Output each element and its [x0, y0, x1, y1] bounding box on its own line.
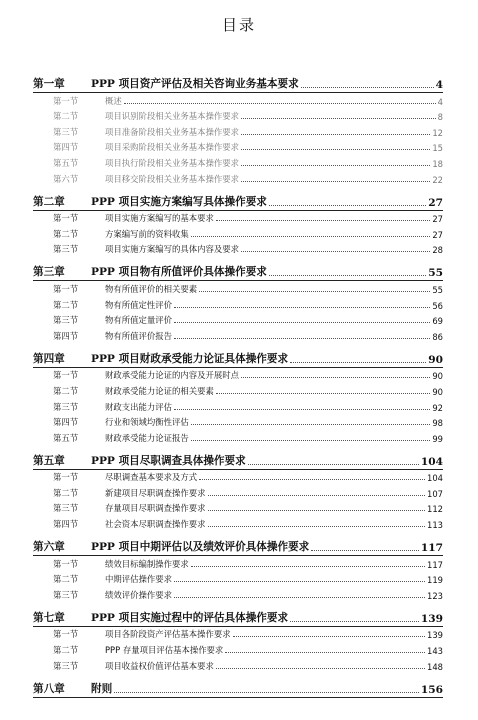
section-number: 第一节: [53, 558, 79, 569]
toc-section-row[interactable]: [33, 381, 443, 397]
section-title: 财政承受能力论证报告: [105, 432, 189, 443]
dot-leader: [241, 165, 430, 166]
section-page-number: 55: [432, 284, 443, 295]
page-title: 目录: [221, 16, 256, 34]
toc-section-row[interactable]: [33, 585, 443, 601]
section-number: 第四节: [53, 519, 79, 530]
section-title: 物有所值定量评价: [105, 315, 172, 326]
section-number: 第三节: [53, 401, 79, 412]
section-title: 项目移交阶段相关业务基本操作要求: [105, 173, 239, 184]
chapter-title: PPP 项目实施方案编写具体操作要求: [91, 195, 267, 208]
dot-leader: [191, 424, 431, 425]
section-page-number: 98: [432, 418, 443, 429]
dot-leader: [241, 181, 430, 182]
section-number: 第二节: [53, 574, 79, 585]
dot-leader: [191, 440, 431, 441]
dot-leader: [199, 291, 430, 292]
chapter-number: 第五章: [33, 454, 65, 467]
section-title: 财政承受能力论证的相关要素: [105, 385, 214, 396]
toc-section-row[interactable]: [33, 107, 443, 123]
section-number: 第三节: [53, 244, 79, 255]
section-number: 第一节: [53, 283, 79, 294]
section-number: 第一节: [53, 472, 79, 483]
toc-section-row[interactable]: [33, 413, 443, 429]
dot-leader: [191, 566, 425, 567]
toc-section-row[interactable]: [33, 153, 443, 169]
toc-section-row[interactable]: [33, 656, 443, 672]
chapter-page-number: 156: [420, 683, 443, 696]
section-title: 财政承受能力论证的内容及开展时点: [105, 370, 239, 381]
section-page-number: 148: [427, 661, 443, 672]
section-number: 第一节: [53, 213, 79, 224]
section-page-number: 90: [432, 371, 443, 382]
toc-chapter-row[interactable]: [33, 262, 443, 279]
section-title: 行业和领域均衡性评估: [105, 417, 189, 428]
section-number: 第三节: [53, 589, 79, 600]
chapter-number: 第三章: [33, 266, 65, 279]
section-title: 方案编写前的资料收集: [105, 228, 189, 239]
dot-leader: [290, 621, 419, 622]
chapter-title: PPP 项目资产评估及相关咨询业务基本要求: [91, 78, 299, 90]
toc-section-row[interactable]: [33, 640, 443, 656]
section-number: 第二节: [53, 385, 79, 396]
toc-section-row[interactable]: [33, 311, 443, 327]
section-page-number: 90: [432, 386, 443, 397]
dot-leader: [208, 510, 426, 511]
section-page-number: 119: [427, 575, 443, 586]
dot-leader: [301, 87, 434, 88]
chapter-title: 附则: [91, 682, 113, 695]
toc-section-row[interactable]: [33, 240, 443, 256]
section-title: 财政支出能力评估: [105, 401, 172, 412]
section-title: 项目收益权价值评估基本要求: [105, 660, 214, 671]
section-page-number: 112: [427, 504, 443, 515]
dot-leader: [241, 118, 436, 119]
section-title: 概述: [105, 95, 122, 106]
chapter-number: 第二章: [33, 195, 65, 208]
dot-leader: [199, 479, 425, 480]
chapter-page-number: 139: [420, 612, 443, 625]
section-title: 物有所值评价的相关要素: [105, 283, 198, 294]
section-page-number: 92: [432, 402, 443, 413]
section-title: 物有所值定性评价: [105, 299, 172, 310]
dot-leader: [241, 149, 430, 150]
dot-leader: [241, 134, 430, 135]
toc-section-row[interactable]: [33, 570, 443, 586]
section-title: 项目执行阶段相关业务基本操作要求: [105, 157, 239, 168]
section-page-number: 28: [432, 245, 443, 256]
chapter-number: 第六章: [33, 541, 65, 554]
section-page-number: 56: [432, 300, 443, 311]
toc-section-row[interactable]: [33, 468, 443, 484]
chapter-title: PPP 项目财政承受能力论证具体操作要求: [91, 352, 289, 365]
toc-section-row[interactable]: [33, 169, 443, 185]
section-number: 第二节: [53, 487, 79, 498]
dot-leader: [114, 692, 419, 693]
section-number: 第三节: [53, 315, 79, 326]
dot-leader: [233, 636, 425, 637]
toc-section-row[interactable]: [33, 397, 443, 413]
dot-leader: [241, 377, 430, 378]
dot-leader: [248, 464, 419, 465]
section-number: 第三节: [53, 660, 79, 671]
section-number: 第三节: [53, 126, 79, 137]
section-number: 第二节: [53, 228, 79, 239]
section-title: 项目采购阶段相关业务基本操作要求: [105, 142, 239, 153]
section-title: 存量项目尽职调查操作要求: [105, 503, 206, 514]
section-number: 第四节: [53, 330, 79, 341]
toc-section-row[interactable]: [33, 326, 443, 342]
dot-leader: [124, 103, 436, 104]
section-page-number: 8: [437, 112, 443, 123]
dot-leader: [174, 338, 430, 339]
section-title: PPP 存量项目评估基本操作要求: [105, 645, 224, 656]
toc-chapter-row[interactable]: [33, 608, 443, 625]
section-page-number: 143: [427, 646, 443, 657]
section-page-number: 113: [427, 520, 443, 531]
chapter-page-number: 90: [428, 353, 443, 366]
chapter-title: PPP 项目物有所值评价具体操作要求: [91, 266, 267, 279]
section-title: 物有所值评价报告: [105, 330, 172, 341]
dot-leader: [216, 393, 430, 394]
chapter-title: PPP 项目中期评估以及绩效评价具体操作要求: [91, 541, 310, 554]
section-title: 项目准备阶段相关业务基本操作要求: [105, 126, 239, 137]
section-title: 中期评估操作要求: [105, 574, 172, 585]
section-title: 新建项目尽职调查操作要求: [105, 487, 206, 498]
section-title: 项目实施方案编写的具体内容及要求: [105, 244, 239, 255]
toc-section-row[interactable]: [33, 224, 443, 240]
chapter-page-number: 117: [420, 542, 443, 555]
section-title: 项目各阶段资产评估基本操作要求: [105, 629, 231, 640]
section-page-number: 69: [432, 316, 443, 327]
section-page-number: 27: [432, 229, 443, 240]
section-number: 第五节: [53, 432, 79, 443]
section-title: 绩效目标编制操作要求: [105, 558, 189, 569]
chapter-title: PPP 项目尽职调查具体操作要求: [91, 454, 246, 467]
toc-section-row[interactable]: [33, 428, 443, 444]
dot-leader: [290, 362, 426, 363]
section-page-number: 27: [432, 214, 443, 225]
dot-leader: [269, 205, 426, 206]
chapter-number: 第八章: [33, 682, 65, 695]
section-number: 第一节: [53, 95, 79, 106]
toc-section-row[interactable]: [33, 625, 443, 641]
section-number: 第一节: [53, 629, 79, 640]
table-of-contents: [33, 74, 443, 696]
toc-chapter-row[interactable]: [33, 74, 443, 91]
toc-chapter-row[interactable]: [33, 679, 443, 696]
dot-leader: [216, 220, 430, 221]
dot-leader: [311, 550, 419, 551]
section-number: 第一节: [53, 370, 79, 381]
toc-section-row[interactable]: [33, 295, 443, 311]
chapter-number: 第七章: [33, 611, 65, 624]
chapter-page-number: 104: [420, 455, 443, 468]
dot-leader: [269, 275, 426, 276]
dot-leader: [208, 495, 426, 496]
chapter-page-number: 4: [435, 79, 443, 91]
toc-chapter-row[interactable]: [33, 349, 443, 366]
toc-chapter-row[interactable]: [33, 192, 443, 209]
section-number: 第六节: [53, 173, 79, 184]
section-page-number: 117: [427, 559, 443, 570]
dot-leader: [174, 322, 430, 323]
section-page-number: 15: [432, 143, 443, 154]
section-page-number: 104: [427, 473, 443, 484]
section-page-number: 139: [427, 630, 443, 641]
chapter-page-number: 55: [428, 267, 443, 280]
dot-leader: [174, 597, 425, 598]
section-page-number: 86: [432, 331, 443, 342]
section-page-number: 12: [432, 127, 443, 138]
toc-section-row[interactable]: [33, 366, 443, 382]
toc-section-row[interactable]: [33, 279, 443, 295]
dot-leader: [174, 581, 425, 582]
section-title: 尽职调查基本要求及方式: [105, 472, 198, 483]
toc-section-row[interactable]: [33, 514, 443, 530]
section-title: 项目识别阶段相关业务基本操作要求: [105, 111, 239, 122]
section-title: 绩效评价操作要求: [105, 589, 172, 600]
toc-section-row[interactable]: [33, 554, 443, 570]
section-page-number: 123: [427, 590, 443, 601]
section-number: 第三节: [53, 503, 79, 514]
chapter-page-number: 27: [428, 196, 443, 209]
section-title: 社会资本尽职调查操作要求: [105, 519, 206, 530]
section-number: 第二节: [53, 111, 79, 122]
dot-leader: [174, 307, 430, 308]
section-number: 第五节: [53, 157, 79, 168]
dot-leader: [174, 409, 430, 410]
dot-leader: [191, 236, 431, 237]
dot-leader: [241, 251, 430, 252]
chapter-number: 第四章: [33, 352, 65, 365]
toc-section-row[interactable]: [33, 122, 443, 138]
toc-section-row[interactable]: [33, 209, 443, 225]
toc-section-row[interactable]: [33, 138, 443, 154]
chapter-title: PPP 项目实施过程中的评估具体操作要求: [91, 611, 289, 624]
toc-section-row[interactable]: [33, 483, 443, 499]
section-number: 第二节: [53, 299, 79, 310]
toc-chapter-row[interactable]: [33, 451, 443, 468]
toc-section-row[interactable]: [33, 499, 443, 515]
section-page-number: 22: [432, 174, 443, 185]
chapter-number: 第一章: [33, 78, 65, 90]
section-page-number: 99: [432, 433, 443, 444]
section-title: 项目实施方案编写的基本要求: [105, 213, 214, 224]
toc-chapter-row[interactable]: [33, 537, 443, 554]
section-number: 第四节: [53, 417, 79, 428]
section-page-number: 18: [432, 158, 443, 169]
section-page-number: 107: [427, 488, 443, 499]
section-number: 第四节: [53, 142, 79, 153]
section-page-number: 4: [437, 96, 443, 107]
dot-leader: [225, 652, 425, 653]
toc-section-row[interactable]: [33, 91, 443, 107]
dot-leader: [216, 668, 425, 669]
section-number: 第二节: [53, 645, 79, 656]
dot-leader: [208, 526, 426, 527]
